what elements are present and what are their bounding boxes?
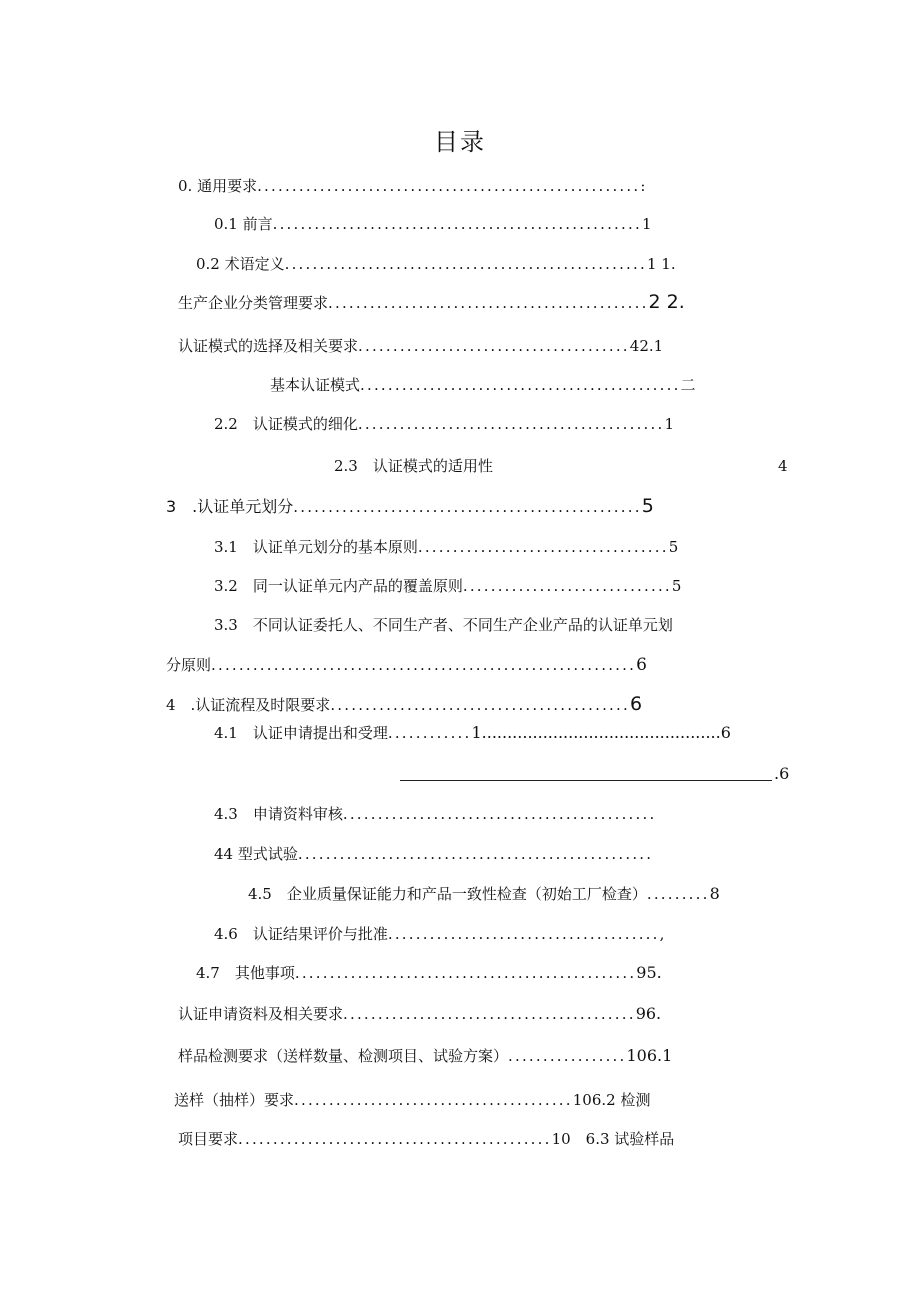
toc-entry <box>178 336 663 356</box>
toc-label: 3.2 同一认证单元内产品的覆盖原则 <box>214 577 463 595</box>
toc-label: 样品检测要求（送样数量、检测项目、试验方案） <box>178 1047 509 1065</box>
toc-entry <box>270 375 696 395</box>
toc-label: 生产企业分类管理要求 <box>178 294 329 312</box>
toc-leader: ............................................................. <box>211 656 637 674</box>
toc-page: : <box>640 177 646 195</box>
toc-entry <box>196 963 662 983</box>
toc-entry <box>214 537 678 557</box>
toc-entry <box>214 576 681 596</box>
toc-page: .6 <box>774 764 790 783</box>
toc-leader: .................................... <box>417 538 669 556</box>
toc-page: 106.1 <box>626 1046 673 1065</box>
toc-page: 1 <box>641 215 652 233</box>
toc-entry <box>174 1090 650 1110</box>
toc-label: 项目要求 <box>178 1130 239 1148</box>
toc-page: 95. <box>636 963 662 982</box>
toc-leader: .............................................. <box>360 376 681 394</box>
toc-page: 1 1. <box>646 255 676 273</box>
toc-entry <box>248 884 720 904</box>
toc-label: 认证申请资料及相关要求 <box>178 1005 344 1023</box>
toc-label: 44 型式试验 <box>214 845 298 863</box>
toc-label: 4.3 申请资料审核 <box>214 805 343 823</box>
toc-entry <box>214 615 673 635</box>
toc-page: 106.2 检测 <box>572 1091 651 1109</box>
toc-leader: .................................................... <box>284 255 647 273</box>
toc-leader: ..................................................... <box>272 215 642 233</box>
toc-leader: .................................................. <box>293 498 642 516</box>
toc-label: 3.1 认证单元划分的基本原则 <box>214 538 418 556</box>
toc-label: 0. 通用要求 <box>178 177 258 195</box>
toc-page: 5 <box>668 538 679 556</box>
toc-label: 4.7 其他事项 <box>196 964 295 982</box>
page-title: 目录 <box>434 128 486 156</box>
toc-entry <box>178 1046 672 1066</box>
toc-leader: ........................................ <box>294 1091 573 1109</box>
underline-rule <box>400 780 772 781</box>
toc-label: 4.5 企业质量保证能力和产品一致性检查（初始工厂检查） <box>248 885 647 903</box>
toc-label: 2.2 认证模式的细化 <box>214 415 358 433</box>
toc-leader: ............ <box>387 724 472 742</box>
toc-page: 1 <box>664 415 675 433</box>
toc-label: 0.1 前言 <box>214 215 273 233</box>
toc-entry <box>178 1004 661 1024</box>
toc-page: 2 2. <box>648 291 685 313</box>
toc-page: 4 <box>778 457 788 475</box>
toc-leader: ....................................... <box>358 337 630 355</box>
toc-label: 3 .认证单元划分 <box>166 497 294 516</box>
toc-leader: ................. <box>508 1047 627 1065</box>
toc-entry <box>334 456 493 476</box>
toc-entry <box>178 176 645 196</box>
toc-label: 4 .认证流程及时限要求 <box>166 696 331 714</box>
toc-label: 基本认证模式 <box>270 376 361 394</box>
toc-page: 1...............................................6 <box>471 723 731 742</box>
toc-page: 二 <box>680 376 696 394</box>
toc-entry <box>178 1129 674 1149</box>
toc-entry <box>774 764 789 784</box>
toc-entry <box>214 214 651 234</box>
toc-label: 4.1 认证申请提出和受理 <box>214 724 388 742</box>
toc-leader: ................................................... <box>297 845 654 863</box>
toc-leader: ....................................................... <box>257 177 641 195</box>
toc-entry <box>166 655 647 675</box>
toc-page: 5 <box>671 577 682 595</box>
toc-label: 0.2 术语定义 <box>196 255 285 273</box>
toc-page: 42.1 <box>629 337 664 355</box>
toc-leader: ............................................. <box>238 1130 552 1148</box>
toc-leader: ............................................. <box>342 805 657 823</box>
toc-entry <box>178 292 685 313</box>
toc-entry <box>214 723 731 743</box>
toc-entry <box>166 496 654 517</box>
toc-page: 5 <box>641 495 654 517</box>
toc-page: 10 6.3 试验样品 <box>551 1130 675 1148</box>
toc-leader: ................................................. <box>294 964 637 982</box>
toc-page: , <box>659 925 665 943</box>
toc-label: 分原则 <box>166 656 212 674</box>
toc-label: 3.3 不同认证委托人、不同生产者、不同生产企业产品的认证单元划 <box>214 616 673 634</box>
toc-label: 认证模式的选择及相关要求 <box>178 337 359 355</box>
toc-entry <box>214 804 656 824</box>
toc-label: 2.3 认证模式的适用性 <box>334 457 493 475</box>
toc-leader: .............................. <box>462 577 672 595</box>
toc-leader: ......... <box>646 885 710 903</box>
toc-leader: .......................................... <box>343 1005 636 1023</box>
toc-leader: .............................................. <box>328 294 649 312</box>
toc-leader: ............................................ <box>357 415 665 433</box>
toc-page: 8 <box>709 884 720 903</box>
toc-entry <box>214 924 664 944</box>
toc-entry <box>166 694 642 715</box>
toc-page: 96. <box>635 1004 662 1023</box>
toc-leader: ....................................... <box>387 925 660 943</box>
toc-page: 6 <box>629 693 643 715</box>
toc-entry <box>214 414 674 434</box>
toc-label: 4.6 认证结果评价与批准 <box>214 925 388 943</box>
toc-label: 送样（抽样）要求 <box>174 1091 295 1109</box>
toc-page: 6 <box>636 655 647 675</box>
toc-page-standalone <box>778 456 788 476</box>
toc-entry <box>196 254 676 274</box>
toc-leader: ........................................... <box>330 696 630 714</box>
toc-entry <box>214 844 653 864</box>
